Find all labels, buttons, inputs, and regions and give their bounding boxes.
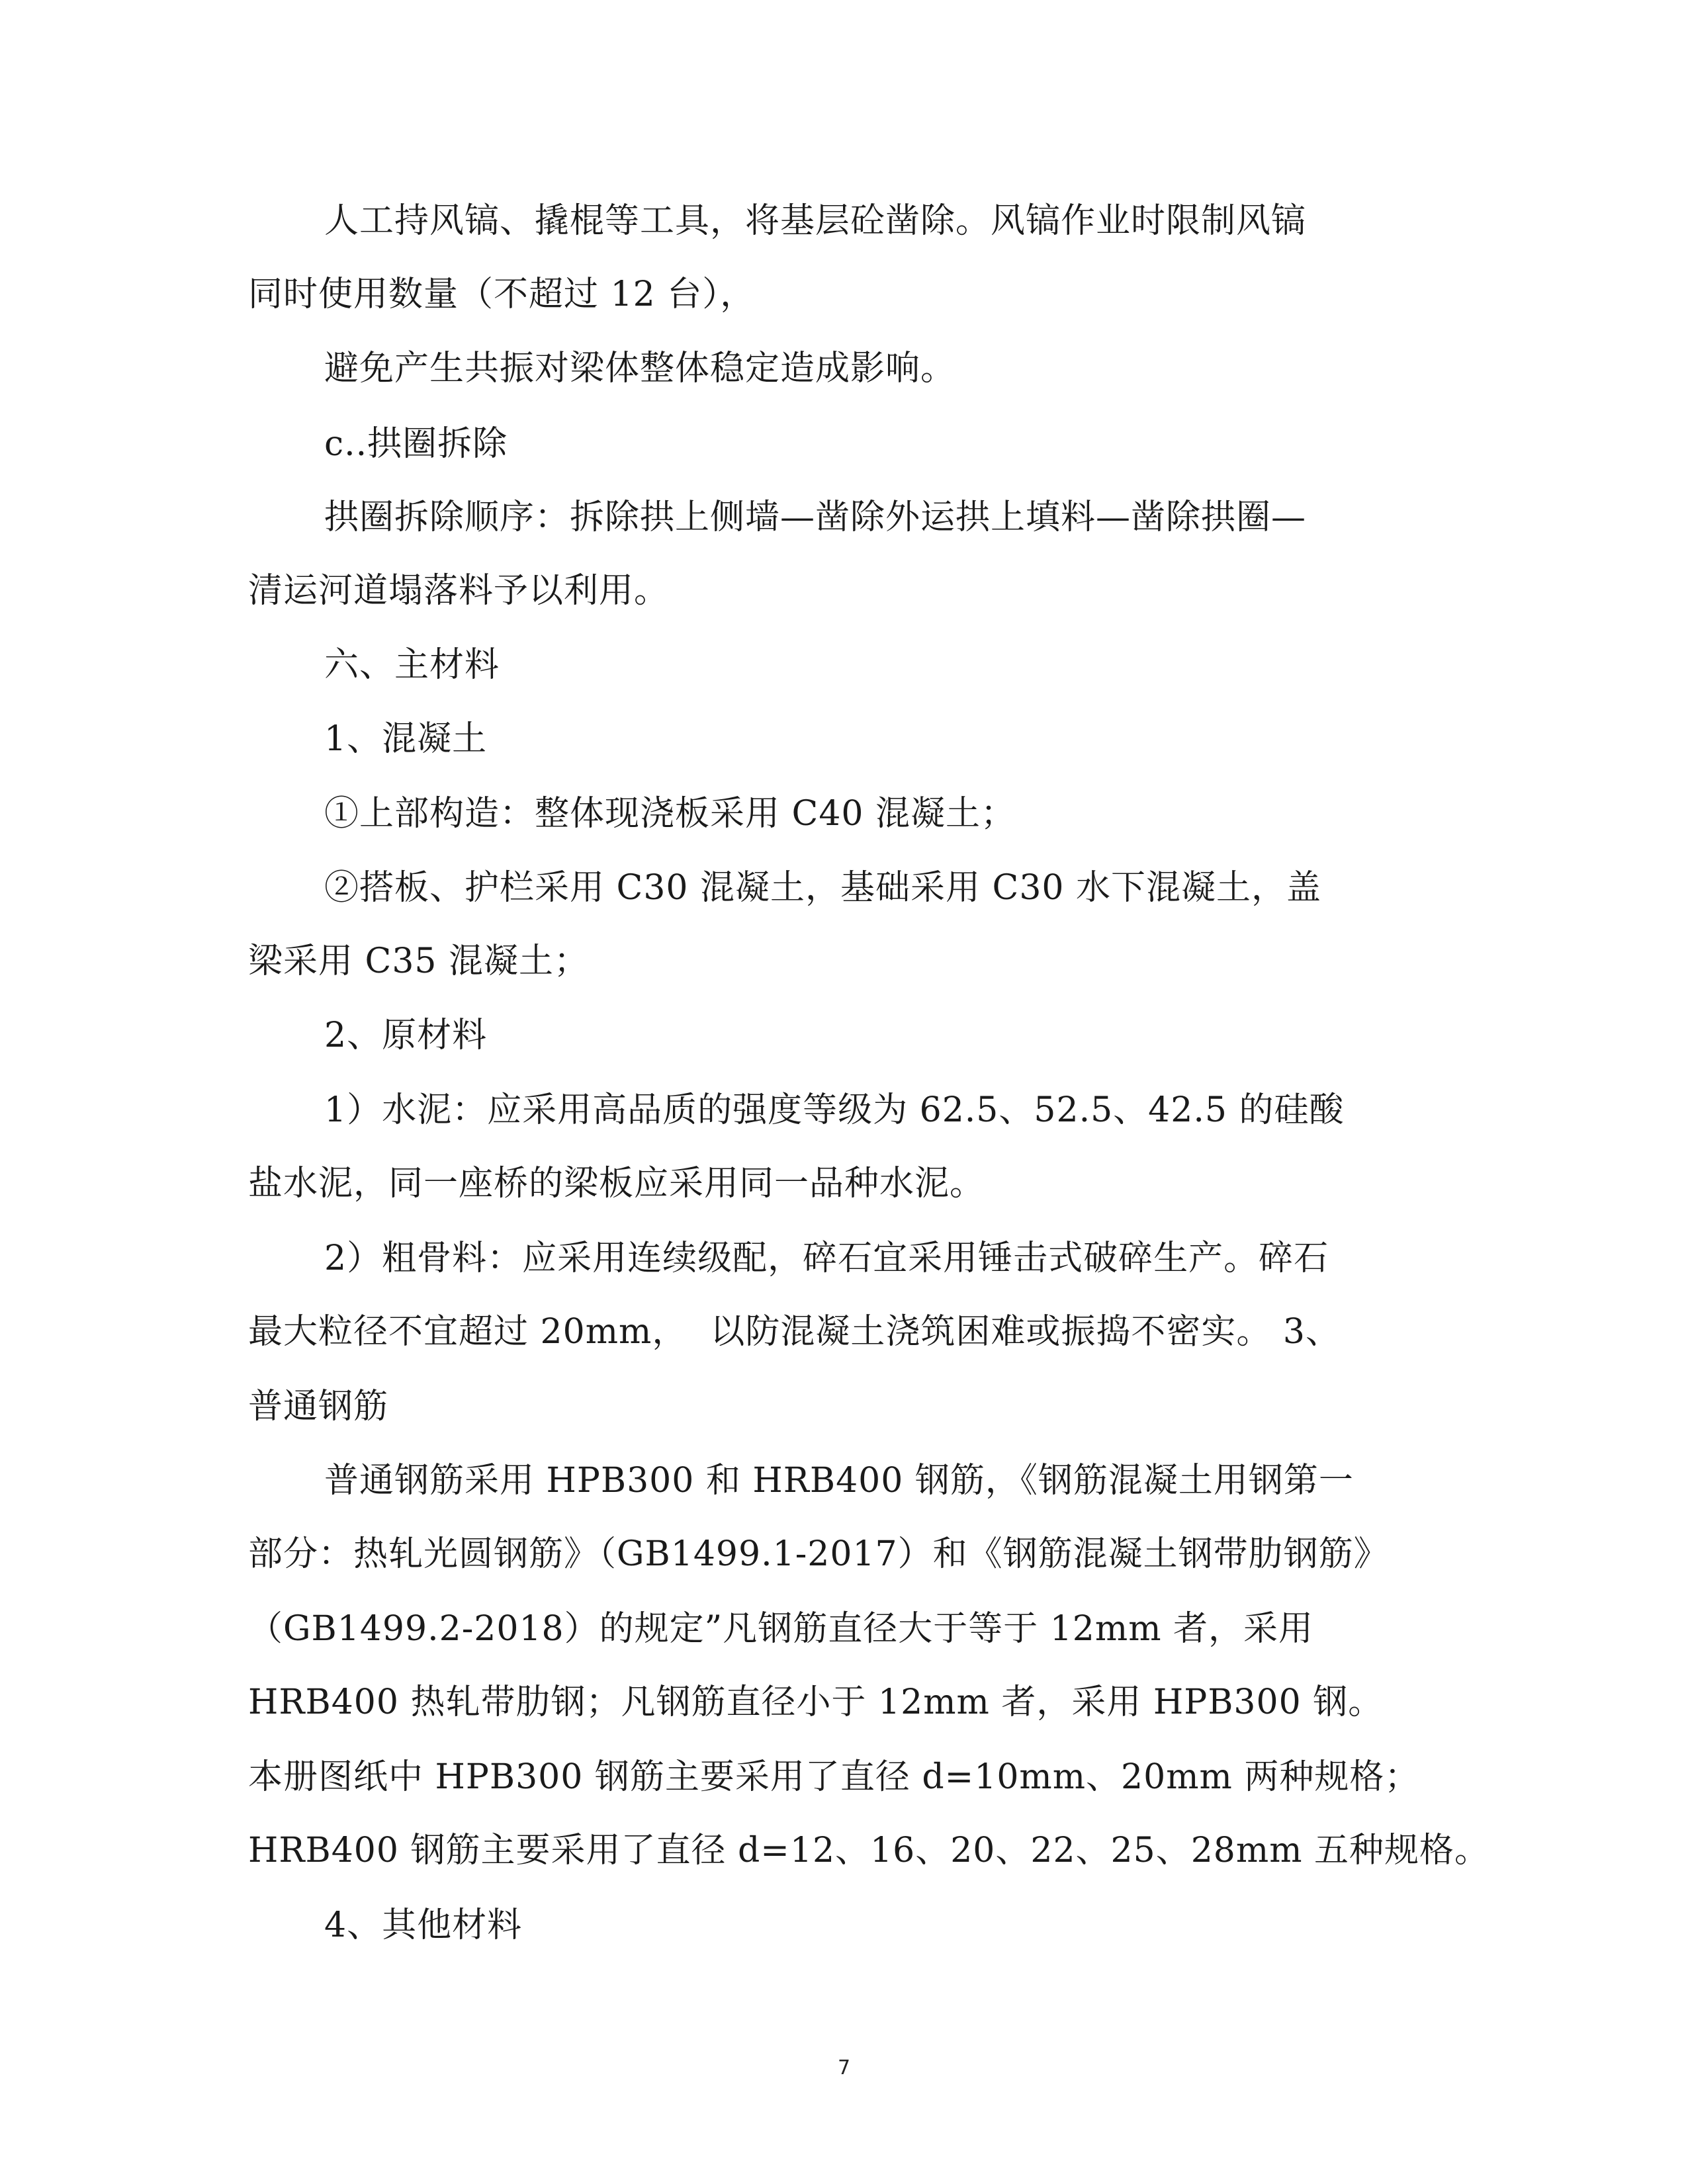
text-line-5: 拱圈拆除顺序：拆除拱上侧墙—凿除外运拱上填料—凿除拱圈— [324, 498, 1307, 537]
subheading-concrete: 1、混凝土 [324, 719, 488, 759]
text-line-14: 盐水泥，同一座桥的梁板应采用同一品种水泥。 [248, 1164, 985, 1203]
text-line-18: 普通钢筋采用 HPB300 和 HRB400 钢筋，《钢筋混凝土用钢第一 [324, 1461, 1354, 1501]
subheading-other-materials: 4、其他材料 [324, 1905, 523, 1945]
text-line-1: 人工持风镐、撬棍等工具，将基层砼凿除。风镐作业时限制风镐 [324, 201, 1307, 241]
page-number: 7 [837, 2056, 851, 2079]
text-line-10: ②搭板、护栏采用 C30 混凝土，基础采用 C30 水下混凝土，盖 [324, 868, 1322, 908]
text-line-23: HRB400 钢筋主要采用了直径 d=12、16、20、22、25、28mm 五种规格。 [248, 1831, 1490, 1870]
section-heading-c: c..拱圈拆除 [324, 424, 508, 464]
text-line-11: 梁采用 C35 混凝土； [248, 941, 590, 981]
text-line-20: （GB1499.2-2018）的规定”凡钢筋直径大于等于 12mm 者，采用 [248, 1609, 1314, 1649]
text-line-2: 同时使用数量（不超过 12 台）， [248, 275, 756, 314]
text-line-16: 最大粒径不宜超过 20mm， 以防混凝土浇筑困难或振捣不密实。 3、 [248, 1312, 1341, 1352]
subheading-raw-materials: 2、原材料 [324, 1016, 488, 1055]
text-line-6: 清运河道塌落料予以利用。 [248, 571, 670, 611]
section-heading-main-materials: 六、主材料 [324, 645, 500, 685]
text-line-9: ①上部构造：整体现浇板采用 C40 混凝土； [324, 794, 1016, 834]
text-line-13: 1）水泥：应采用高品质的强度等级为 62.5、52.5、42.5 的硅酸 [324, 1090, 1345, 1130]
text-line-15: 2）粗骨料：应采用连续级配，碎石宜采用锤击式破碎生产。碎石 [324, 1239, 1329, 1278]
text-line-21: HRB400 热轧带肋钢；凡钢筋直径小于 12mm 者，采用 HPB300 钢。 [248, 1682, 1384, 1722]
subheading-rebar: 普通钢筋 [248, 1387, 389, 1426]
text-line-3: 避免产生共振对梁体整体稳定造成影响。 [324, 349, 956, 388]
text-line-19: 部分：热轧光圆钢筋》（GB1499.1-2017）和《钢筋混凝土钢带肋钢筋》 [248, 1534, 1389, 1574]
text-line-22: 本册图纸中 HPB300 钢筋主要采用了直径 d=10mm、20mm 两种规格； [248, 1757, 1420, 1797]
